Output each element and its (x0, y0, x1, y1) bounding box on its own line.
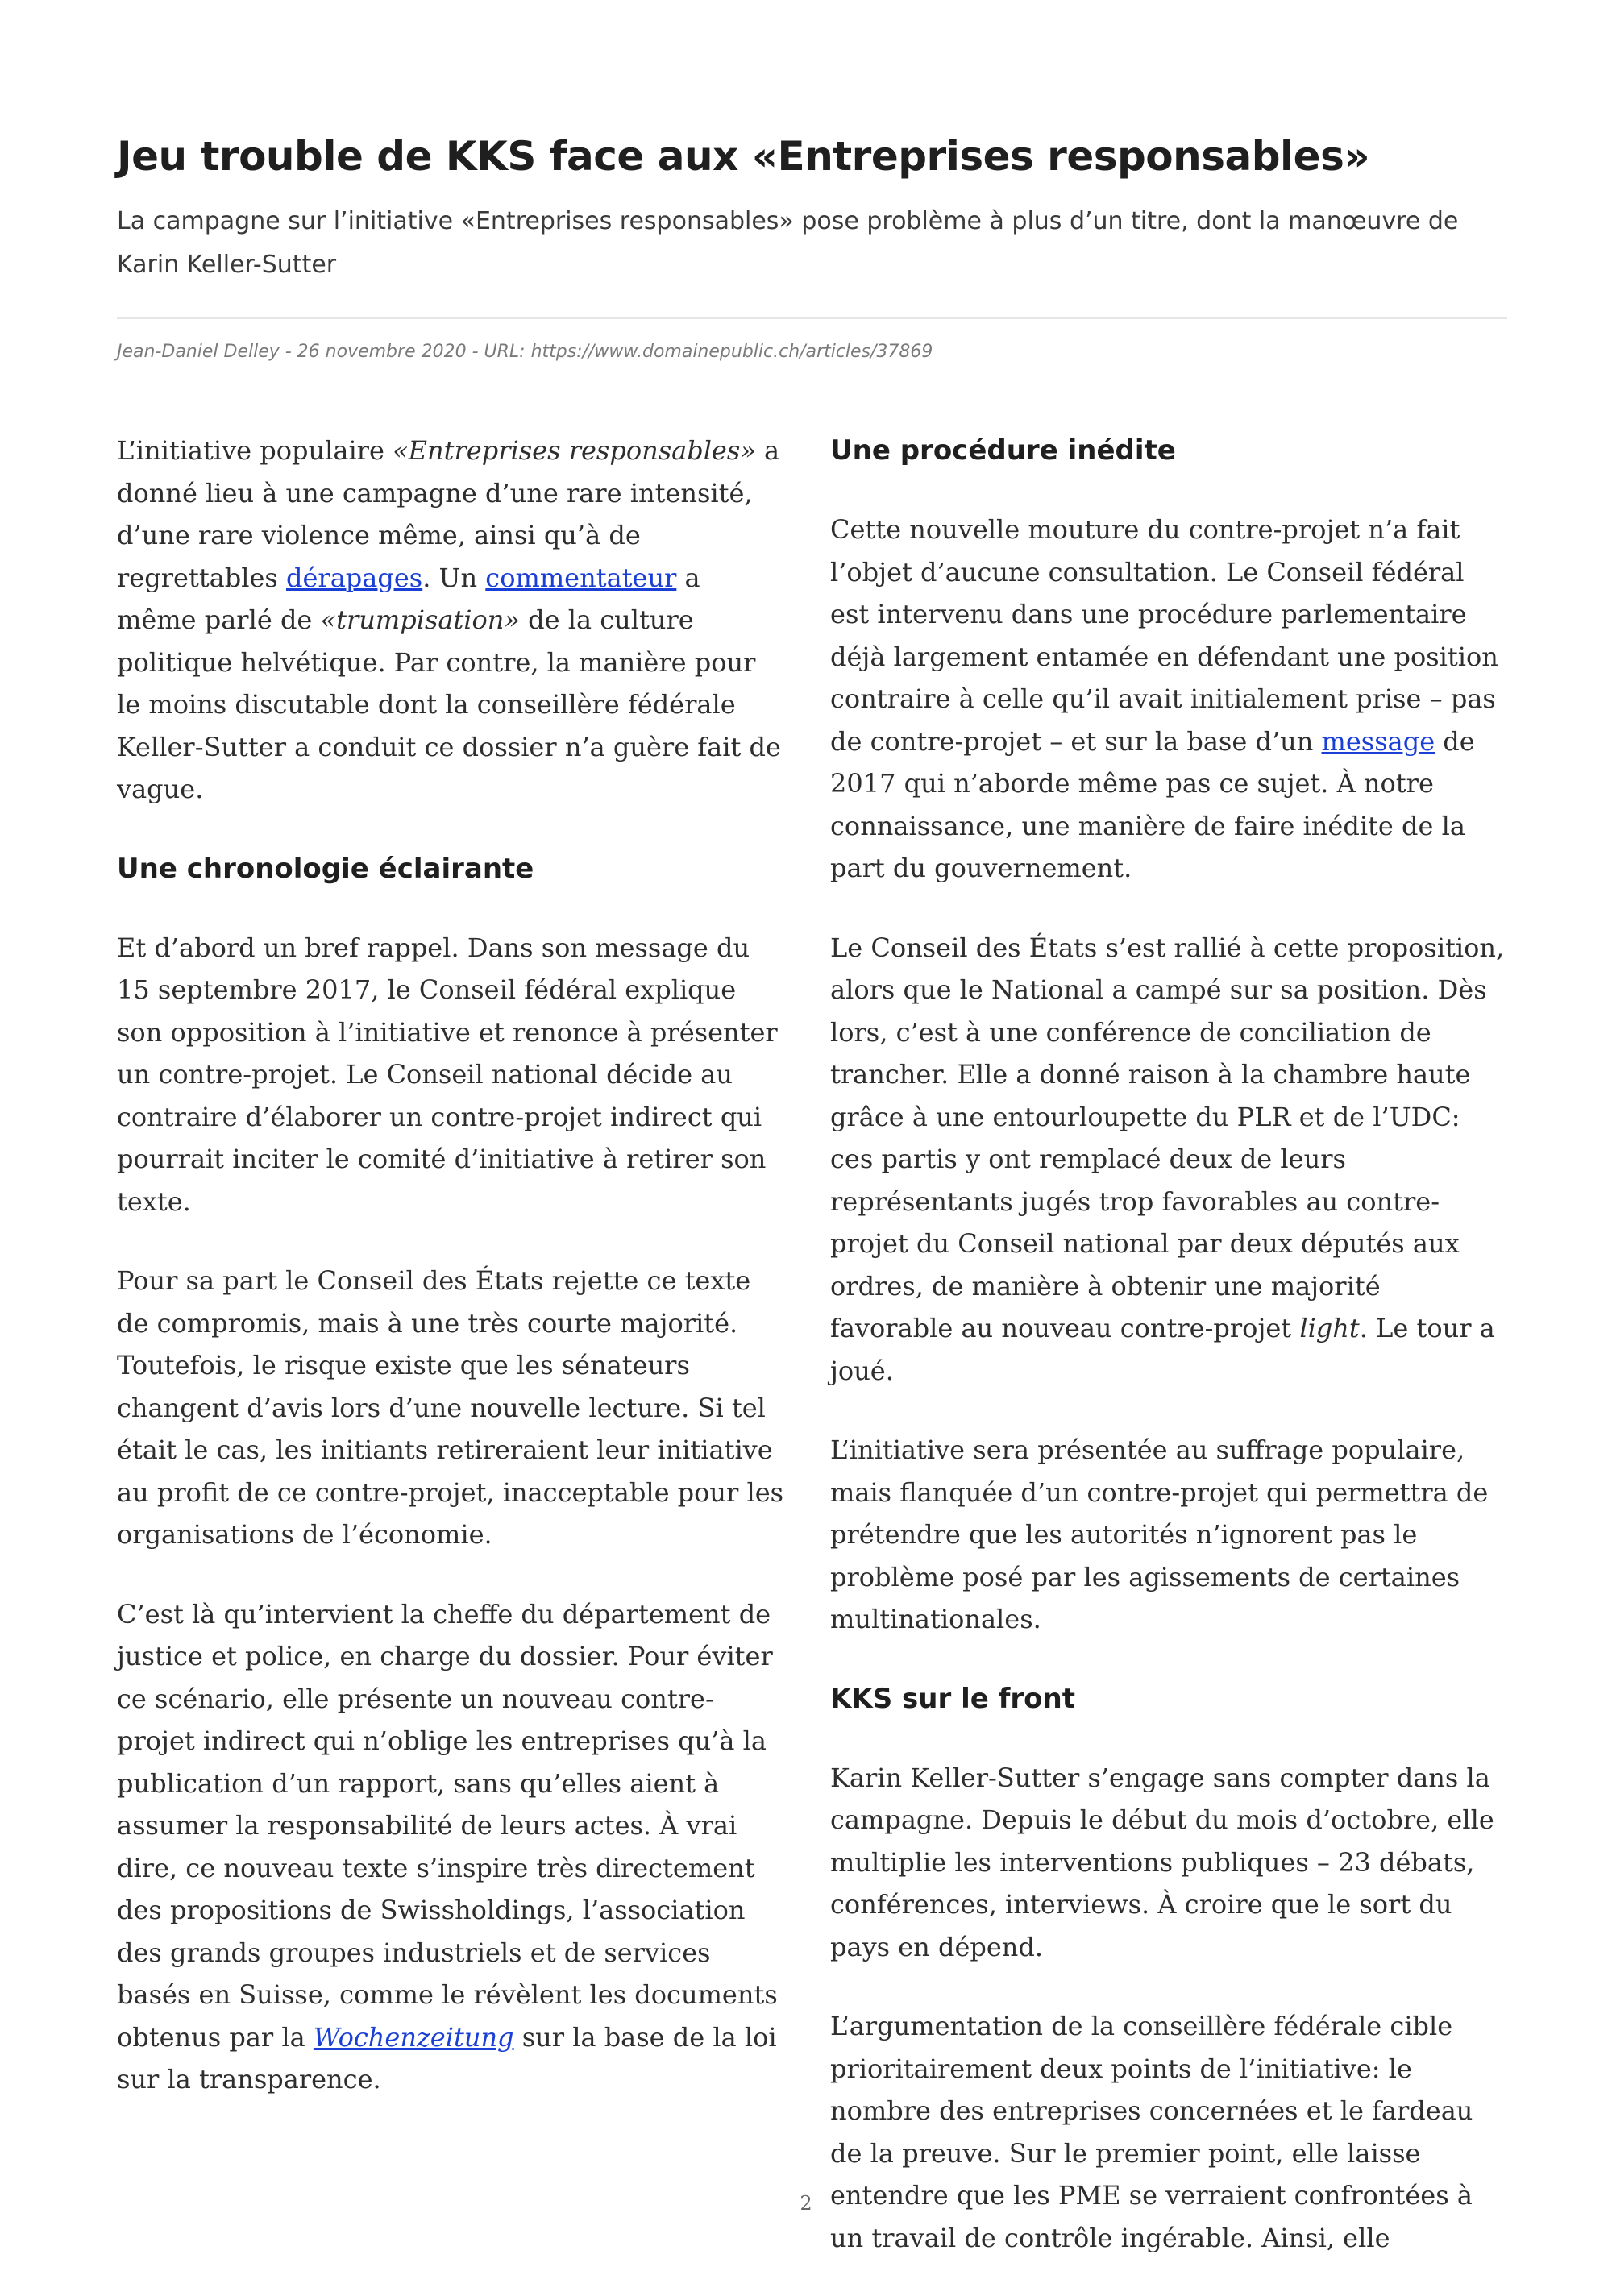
paragraph: Pour sa part le Conseil des États rejette ce texte de compromis, mais à une très courte majorité. Toutefois, le risque existe que les sénateurs changent d’avis lors d’une nouvelle lecture. Si tel était le cas, les initiants retireraient leur initiative au profit de ce contre-projet, inacceptable pour les organisations de l’économie. (117, 1265, 784, 1550)
page-number: 2 (800, 2192, 812, 2215)
link-commentateur[interactable]: commentateur (485, 562, 677, 593)
paragraph: L’initiative sera présentée au suffrage populaire, mais flanquée d’un contre-projet qui permettra de prétendre que les autorités n’ignorent pas le problème posé par les agissements de certaines multinationales. (830, 1434, 1489, 1634)
section-heading: Une chronologie éclairante (117, 852, 534, 885)
link-derapages[interactable]: dérapages (286, 562, 423, 593)
paragraph: L’initiative populaire «Entreprises responsables» a donné lieu à une campagne d’une rare intensité, d’une rare violence même, ainsi qu’à de regrettables dérapages. Un commentateur a même parlé de «trumpisation» de la culture politique helvétique. Par contre, la manière pour le moins discutable dont la conseillère fédérale Keller-Sutter a conduit ce dossier n’a guère fait de vague. (117, 435, 781, 804)
article-subtitle: La campagne sur l’initiative «Entreprises responsables» pose problème à plus d’un titre, dont la manœuvre de Karin Keller-Sutter (117, 207, 1459, 279)
paragraph: Et d’abord un bref rappel. Dans son message du 15 septembre 2017, le Conseil fédéral explique son opposition à l’initiative et renonce à présenter un contre-projet. Le Conseil national décide au contraire d’élaborer un contre-projet indirect qui pourrait inciter le comité d’initiative à retirer son texte. (117, 932, 778, 1217)
section-heading: KKS sur le front (830, 1682, 1075, 1715)
link-wochenzeitung[interactable]: Wochenzeitung (313, 2021, 514, 2053)
header-divider (117, 317, 1507, 319)
paragraph: L’argumentation de la conseillère fédérale cible prioritairement deux points de l’initiative: le nombre des entreprises concernées et le fardeau de la preuve. Sur le premier point, elle laisse entendre que les PME se verraient confrontées à un travail de contrôle ingérable. Ainsi, elle (830, 2011, 1473, 2253)
left-column (117, 430, 786, 2138)
paragraph: Cette nouvelle mouture du contre-projet n’a fait l’objet d’aucune consultation. Le Conseil fédéral est intervenu dans une procédure parlementaire déjà largement entamée en défendant une position contraire à celle qu’il avait initialement prise – pas de contre-projet – et sur la base d’un message de 2017 qui n’aborde même pas ce sujet. À notre connaissance, une manière de faire inédite de la part du gouvernement. (830, 514, 1498, 883)
article-title: Jeu trouble de KKS face aux «Entreprises responsables» (117, 133, 1370, 180)
link-message[interactable]: message (1321, 725, 1435, 757)
paragraph: Le Conseil des États s’est rallié à cette proposition, alors que le National a campé sur sa position. Dès lors, c’est à une conférence de conciliation de trancher. Elle a donné raison à la chambre haute grâce à une entourloupette du PLR et de l’UDC: ces partis y ont remplacé deux de leurs représentants jugés trop favorables au contre-projet du Conseil national par deux députés aux ordres, de manière à obtenir une majorité favorable au nouveau contre-projet light. Le tour a joué. (830, 932, 1505, 1386)
right-column (830, 430, 1507, 2296)
paragraph: C’est là qu’intervient la cheffe du département de justice et police, en charge du dossier. Pour éviter ce scénario, elle présente un nouveau contre-projet indirect qui n’oblige les entreprises qu’à la publication d’un rapport, sans qu’elles aient à assumer la responsabilité de leurs actes. À vrai dire, ce nouveau texte s’inspire très directement des propositions de Swissholdings, l’association des grands groupes industriels et de services basés en Suisse, comme le révèlent les documents obtenus par la Wochenzeitung sur la base de la loi sur la transparence. (117, 1598, 778, 2095)
paragraph: Karin Keller-Sutter s’engage sans compter dans la campagne. Depuis le début du mois d’octobre, elle multiplie les interventions publiques – 23 débats, conférences, interviews. À croire que le sort du pays en dépend. (830, 1762, 1494, 1962)
section-heading: Une procédure inédite (830, 434, 1176, 467)
article-meta: Jean-Daniel Delley - 26 novembre 2020 - URL: https://www.domainepublic.ch/articles/37869 (117, 342, 933, 362)
